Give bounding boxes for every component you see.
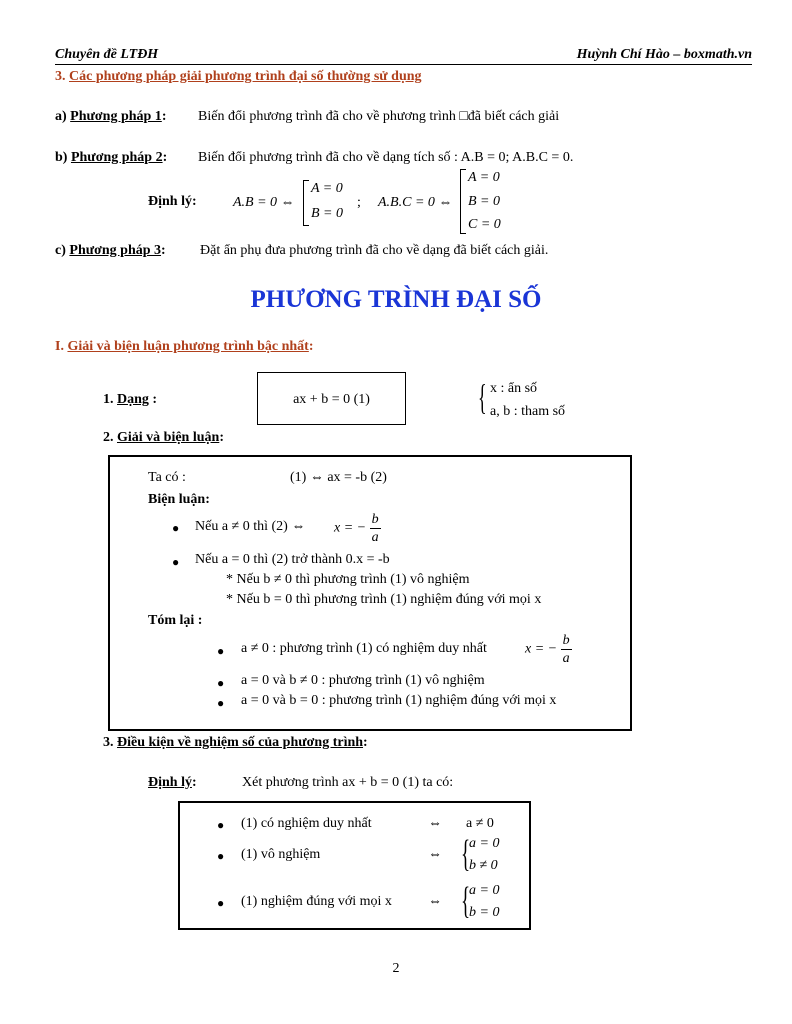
solve-taco-eq: (1) ⇔ ax = -b (2)	[290, 470, 387, 485]
part-1-heading: I. Giải và biện luận phương trình bậc nhất:	[55, 339, 314, 354]
method-1-text: Biến đổi phương trình đã cho về phương trình □đã biết cách giải	[198, 109, 560, 124]
summary-label: Tóm lại :	[148, 613, 203, 628]
theorem-label: Định lý:	[148, 194, 197, 209]
form-brace: {	[478, 377, 487, 417]
solve-label: 2. Giải và biện luận:	[103, 430, 224, 445]
eq1-case-2: B = 0	[311, 206, 343, 221]
eq1-bracket	[303, 180, 309, 226]
header-rule	[55, 64, 752, 65]
bullet-icon: ●	[172, 521, 180, 535]
method-2-row: b) Phương pháp 2:	[55, 150, 168, 165]
method-3-text: Đặt ẩn phụ đưa phương trình đã cho về dạng đã biết cách giải.	[200, 243, 549, 258]
cond-theorem-label: Định lý:	[148, 775, 197, 790]
method-2-text: Biến đổi phương trình đã cho về dạng tích số : A.B = 0; A.B.C = 0.	[198, 150, 574, 165]
bullet-icon: ●	[217, 849, 225, 863]
sub-case-1: * Nếu b ≠ 0 thì phương trình (1) vô nghiệm	[226, 572, 470, 587]
cond-row-3-equiv: ⇔	[428, 894, 442, 909]
form-label: 1. Dạng :	[103, 392, 158, 407]
eq1-left: A.B = 0 ⇔	[233, 195, 295, 210]
solve-taco: Ta có :	[148, 470, 186, 485]
main-title: PHƯƠNG TRÌNH ĐẠI SỐ	[250, 286, 542, 313]
summary-1-formula: x = − $\frac{b}{a}$	[525, 633, 570, 666]
cond-row-3-brace: {	[461, 880, 471, 922]
sub-case-2: * Nếu b = 0 thì phương trình (1) nghiệm đúng với mọi x	[226, 592, 542, 607]
case-1-fraction: $\frac{b}{a}$	[371, 512, 379, 545]
summary-2: a = 0 và b ≠ 0 : phương trình (1) vô nghiệm	[241, 673, 485, 688]
eq2-left: A.B.C = 0 ⇔	[378, 195, 453, 210]
cond-theorem-text: Xét phương trình ax + b = 0 (1) ta có:	[242, 775, 454, 790]
eq2-bracket	[460, 169, 466, 234]
cond-row-2-brace: {	[461, 833, 471, 875]
cond-row-3-case-1: a = 0	[469, 883, 500, 898]
form-note-2: a, b : tham số	[490, 404, 566, 419]
cond-row-3-case-2: b = 0	[469, 905, 500, 920]
eq1-case-1: A = 0	[311, 181, 343, 196]
summary-1-fraction: $\frac{b}{a}$	[562, 633, 570, 666]
bullet-icon: ●	[217, 818, 225, 832]
cond-row-3-left: (1) nghiệm đúng với mọi x	[241, 894, 392, 909]
case-2-text: Nếu a = 0 thì (2) trở thành 0.x = -b	[195, 552, 390, 567]
cond-label: 3. Điều kiện về nghiệm số của phương trình:	[103, 735, 368, 750]
eq2-case-2: B = 0	[468, 194, 500, 209]
bullet-icon: ●	[217, 644, 225, 658]
case-1-text: Nếu a ≠ 0 thì (2) ⇔	[195, 519, 306, 534]
cond-row-2-left: (1) vô nghiệm	[241, 847, 321, 862]
method-3-row: c) Phương pháp 3:	[55, 243, 166, 258]
form-equation: ax + b = 0 (1)	[293, 392, 370, 407]
form-note-1: x : ẩn số	[490, 381, 538, 396]
case-1-formula: x = − $\frac{b}{a}$	[334, 512, 379, 545]
bullet-icon: ●	[217, 676, 225, 690]
method-1-row: a) Phương pháp 1:	[55, 109, 167, 124]
cond-row-2-case-1: a = 0	[469, 836, 500, 851]
summary-1: a ≠ 0 : phương trình (1) có nghiệm duy nhất	[241, 641, 487, 656]
solve-bienluan: Biện luận:	[148, 492, 210, 507]
cond-row-1-equiv: ⇔	[428, 816, 442, 831]
page-number: 2	[392, 961, 400, 976]
bullet-icon: ●	[217, 896, 225, 910]
cond-row-2-case-2: b ≠ 0	[469, 858, 498, 873]
cond-row-2-equiv: ⇔	[428, 847, 442, 862]
eq-separator: ;	[357, 195, 361, 210]
bullet-icon: ●	[217, 696, 225, 710]
section-heading: 3. Các phương pháp giải phương trình đại số thường sử dụng	[55, 69, 422, 84]
eq2-case-3: C = 0	[468, 217, 501, 232]
cond-row-1-left: (1) có nghiệm duy nhất	[241, 816, 372, 831]
header-left: Chuyên đề LTĐH	[55, 47, 159, 62]
bullet-icon: ●	[172, 555, 180, 569]
summary-3: a = 0 và b = 0 : phương trình (1) nghiệm đúng với mọi x	[241, 693, 557, 708]
header-right: Huỳnh Chí Hào – boxmath.vn	[576, 47, 752, 62]
cond-row-1-right: a ≠ 0	[466, 816, 494, 831]
eq2-case-1: A = 0	[468, 170, 500, 185]
